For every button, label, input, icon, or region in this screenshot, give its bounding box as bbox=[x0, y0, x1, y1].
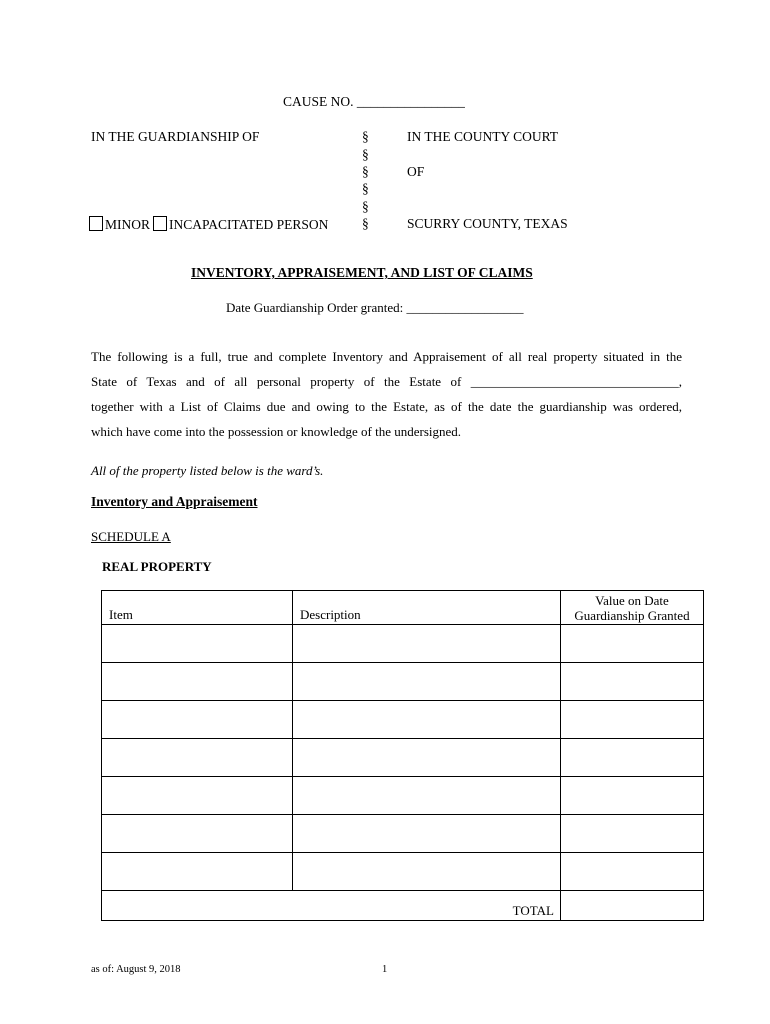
item-cell[interactable] bbox=[102, 777, 293, 815]
paragraph-line: which have come into the possession or knowledge of the undersigned. bbox=[91, 424, 462, 439]
column-header-description: Description bbox=[293, 591, 561, 625]
total-value-cell[interactable] bbox=[561, 891, 704, 921]
intro-paragraph bbox=[91, 344, 682, 444]
revision-date: as of: August 9, 2018 bbox=[91, 964, 181, 975]
section-heading: Inventory and Appraisement bbox=[91, 494, 258, 509]
table-header-row bbox=[102, 591, 704, 625]
value-cell[interactable] bbox=[561, 625, 704, 663]
column-header-value bbox=[561, 591, 704, 625]
value-cell[interactable] bbox=[561, 853, 704, 891]
table-row bbox=[102, 701, 704, 739]
description-cell[interactable] bbox=[293, 663, 561, 701]
ward-property-note: All of the property listed below is the ward’s. bbox=[91, 463, 324, 478]
incapacitated-label: INCAPACITATED PERSON bbox=[169, 217, 329, 232]
county-name: SCURRY COUNTY, TEXAS bbox=[407, 216, 568, 231]
description-cell[interactable] bbox=[293, 739, 561, 777]
paragraph-line: State of Texas and of all personal property of the Estate of ________________________________, bbox=[91, 374, 682, 389]
paragraph-line: The following is a full, true and complete Inventory and Appraisement of all real property situated in the bbox=[91, 349, 682, 364]
page-number: 1 bbox=[382, 964, 388, 975]
item-cell[interactable] bbox=[102, 739, 293, 777]
description-cell[interactable] bbox=[293, 853, 561, 891]
section-mark: § bbox=[362, 216, 369, 231]
table-row bbox=[102, 663, 704, 701]
table-row bbox=[102, 739, 704, 777]
table-row bbox=[102, 853, 704, 891]
of-label: OF bbox=[407, 164, 425, 179]
ward-type-options bbox=[89, 216, 328, 233]
item-cell[interactable] bbox=[102, 625, 293, 663]
section-mark: § bbox=[362, 147, 369, 162]
value-cell[interactable] bbox=[561, 739, 704, 777]
date-order-granted: Date Guardianship Order granted: __________________ bbox=[226, 300, 524, 315]
section-mark: § bbox=[362, 199, 369, 214]
item-cell[interactable] bbox=[102, 701, 293, 739]
cause-number: CAUSE NO. ________________ bbox=[283, 94, 465, 109]
table-row bbox=[102, 777, 704, 815]
table-row bbox=[102, 815, 704, 853]
minor-checkbox[interactable] bbox=[89, 216, 103, 231]
description-cell[interactable] bbox=[293, 701, 561, 739]
county-court-label: IN THE COUNTY COURT bbox=[407, 129, 559, 144]
description-cell[interactable] bbox=[293, 625, 561, 663]
table-row bbox=[102, 625, 704, 663]
item-cell[interactable] bbox=[102, 853, 293, 891]
total-row bbox=[102, 891, 704, 921]
value-cell[interactable] bbox=[561, 701, 704, 739]
item-cell[interactable] bbox=[102, 815, 293, 853]
value-header-line: Value on Date bbox=[595, 593, 669, 608]
document-title: INVENTORY, APPRAISEMENT, AND LIST OF CLAIMS bbox=[191, 265, 533, 280]
guardianship-of-label: IN THE GUARDIANSHIP OF bbox=[91, 129, 260, 144]
incapacitated-checkbox[interactable] bbox=[153, 216, 167, 231]
item-cell[interactable] bbox=[102, 663, 293, 701]
section-mark: § bbox=[362, 164, 369, 179]
total-label: TOTAL bbox=[102, 891, 561, 921]
column-header-item: Item bbox=[102, 591, 293, 625]
section-mark: § bbox=[362, 129, 369, 144]
description-cell[interactable] bbox=[293, 815, 561, 853]
real-property-heading: REAL PROPERTY bbox=[102, 559, 212, 574]
value-cell[interactable] bbox=[561, 777, 704, 815]
section-mark: § bbox=[362, 181, 369, 196]
value-cell[interactable] bbox=[561, 663, 704, 701]
paragraph-line: together with a List of Claims due and owing to the Estate, as of the date the guardianship was ordered, bbox=[91, 399, 682, 414]
value-header-line: Guardianship Granted bbox=[574, 608, 690, 623]
real-property-table bbox=[101, 590, 704, 921]
minor-label: MINOR bbox=[105, 217, 151, 232]
description-cell[interactable] bbox=[293, 777, 561, 815]
value-cell[interactable] bbox=[561, 815, 704, 853]
schedule-label: SCHEDULE A bbox=[91, 529, 171, 544]
